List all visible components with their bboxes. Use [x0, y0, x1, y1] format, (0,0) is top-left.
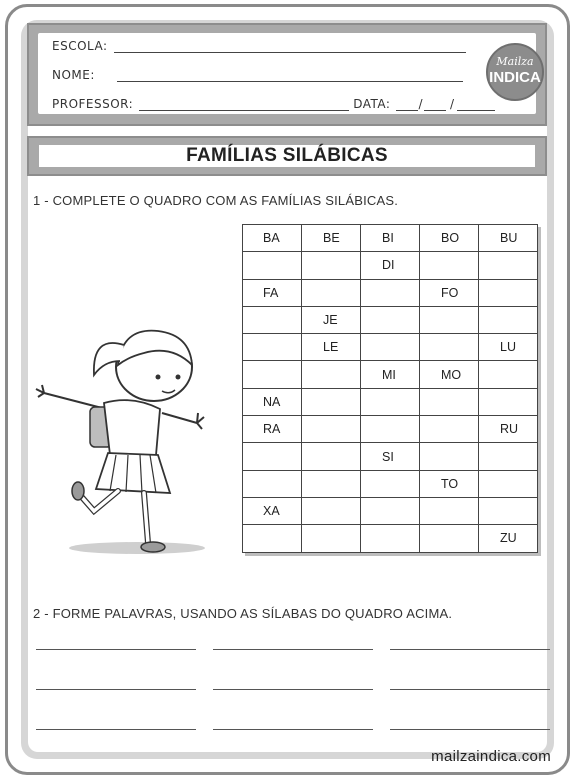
answer-line[interactable] — [390, 729, 550, 730]
title-inner — [39, 145, 535, 167]
answer-line[interactable] — [213, 689, 373, 690]
answer-line[interactable] — [36, 649, 196, 650]
answer-line[interactable] — [390, 649, 550, 650]
answer-line[interactable] — [36, 689, 196, 690]
professor-label: PROFESSOR: — [52, 97, 134, 111]
nome-line[interactable] — [117, 80, 463, 82]
answer-line[interactable] — [213, 729, 373, 730]
table-row — [243, 470, 538, 497]
page-title: FAMÍLIAS SILÁBICAS — [186, 145, 388, 166]
table-cell[interactable] — [361, 497, 420, 524]
date-separator-2: / — [450, 97, 455, 111]
escola-line[interactable] — [114, 51, 466, 53]
table-cell: LE — [302, 334, 361, 361]
table-cell[interactable] — [361, 279, 420, 306]
question-1: 1 - COMPLETE O QUADRO COM AS FAMÍLIAS SILÁBICAS. — [33, 193, 399, 208]
table-cell: RA — [243, 416, 302, 443]
table-cell[interactable] — [479, 470, 538, 497]
escola-row — [52, 39, 466, 53]
table-cell[interactable] — [420, 252, 479, 279]
table-cell[interactable] — [243, 443, 302, 470]
table-row — [243, 225, 538, 252]
table-cell: BA — [243, 225, 302, 252]
header-inner — [38, 33, 541, 114]
table-cell: BU — [479, 225, 538, 252]
table-cell[interactable] — [302, 470, 361, 497]
table-cell[interactable] — [361, 306, 420, 333]
table-cell: ZU — [479, 525, 538, 552]
table-cell[interactable] — [479, 497, 538, 524]
footer-url: mailzaindica.com — [431, 748, 551, 765]
table-cell[interactable] — [361, 388, 420, 415]
table-cell[interactable] — [302, 388, 361, 415]
table-row — [243, 334, 538, 361]
table-cell[interactable] — [302, 525, 361, 552]
table-cell[interactable] — [243, 334, 302, 361]
answer-line[interactable] — [36, 729, 196, 730]
logo-line2: INDICA — [489, 69, 541, 86]
table-cell: BI — [361, 225, 420, 252]
table-cell[interactable] — [479, 388, 538, 415]
date-year-line[interactable] — [457, 109, 495, 111]
table-cell[interactable] — [479, 443, 538, 470]
table-cell[interactable] — [420, 416, 479, 443]
table-cell[interactable] — [479, 279, 538, 306]
table-row — [243, 497, 538, 524]
table-row — [243, 279, 538, 306]
table-cell[interactable] — [420, 525, 479, 552]
table-row — [243, 252, 538, 279]
table-cell[interactable] — [302, 279, 361, 306]
table-row — [243, 306, 538, 333]
table-cell[interactable] — [420, 388, 479, 415]
table-row — [243, 361, 538, 388]
table-cell[interactable] — [479, 252, 538, 279]
nome-row — [52, 68, 463, 82]
table-row — [243, 388, 538, 415]
table-cell: XA — [243, 497, 302, 524]
date-separator-1: / — [418, 97, 423, 111]
table-cell: NA — [243, 388, 302, 415]
table-cell[interactable] — [302, 443, 361, 470]
table-cell: RU — [479, 416, 538, 443]
escola-label: ESCOLA: — [52, 39, 108, 53]
table-cell: MI — [361, 361, 420, 388]
table-cell[interactable] — [243, 470, 302, 497]
header-box — [27, 23, 547, 126]
table-cell[interactable] — [302, 252, 361, 279]
table-cell[interactable] — [243, 252, 302, 279]
professor-row — [52, 97, 495, 111]
table-cell[interactable] — [420, 306, 479, 333]
table-cell[interactable] — [361, 525, 420, 552]
table-cell[interactable] — [420, 443, 479, 470]
table-cell[interactable] — [243, 525, 302, 552]
syllable-table-body — [243, 225, 538, 553]
table-cell[interactable] — [361, 470, 420, 497]
table-cell[interactable] — [420, 334, 479, 361]
table-cell[interactable] — [302, 416, 361, 443]
table-cell[interactable] — [243, 361, 302, 388]
table-row — [243, 416, 538, 443]
answer-line[interactable] — [390, 689, 550, 690]
date-month-line[interactable] — [424, 109, 446, 111]
question-2: 2 - FORME PALAVRAS, USANDO AS SÍLABAS DO QUADRO ACIMA. — [33, 606, 453, 621]
answer-line[interactable] — [213, 649, 373, 650]
table-cell: JE — [302, 306, 361, 333]
professor-line[interactable] — [139, 109, 349, 111]
table-cell[interactable] — [420, 497, 479, 524]
girl-illustration — [32, 305, 207, 560]
table-cell[interactable] — [302, 497, 361, 524]
table-cell: LU — [479, 334, 538, 361]
syllable-table — [242, 224, 538, 553]
date-day-line[interactable] — [396, 109, 418, 111]
table-cell[interactable] — [479, 361, 538, 388]
table-cell: FO — [420, 279, 479, 306]
table-cell: SI — [361, 443, 420, 470]
table-cell[interactable] — [479, 306, 538, 333]
table-cell: DI — [361, 252, 420, 279]
table-cell: BO — [420, 225, 479, 252]
table-cell: BE — [302, 225, 361, 252]
table-cell[interactable] — [361, 416, 420, 443]
table-row — [243, 525, 538, 552]
table-cell[interactable] — [302, 361, 361, 388]
table-cell[interactable] — [243, 306, 302, 333]
table-cell: MO — [420, 361, 479, 388]
logo-line1: Mailza — [496, 55, 534, 68]
title-box — [27, 136, 547, 176]
table-cell: TO — [420, 470, 479, 497]
table-cell[interactable] — [361, 334, 420, 361]
nome-label: NOME: — [52, 68, 95, 82]
table-row — [243, 443, 538, 470]
data-label: DATA: — [353, 97, 391, 111]
mailza-indica-logo — [486, 43, 544, 101]
table-cell: FA — [243, 279, 302, 306]
